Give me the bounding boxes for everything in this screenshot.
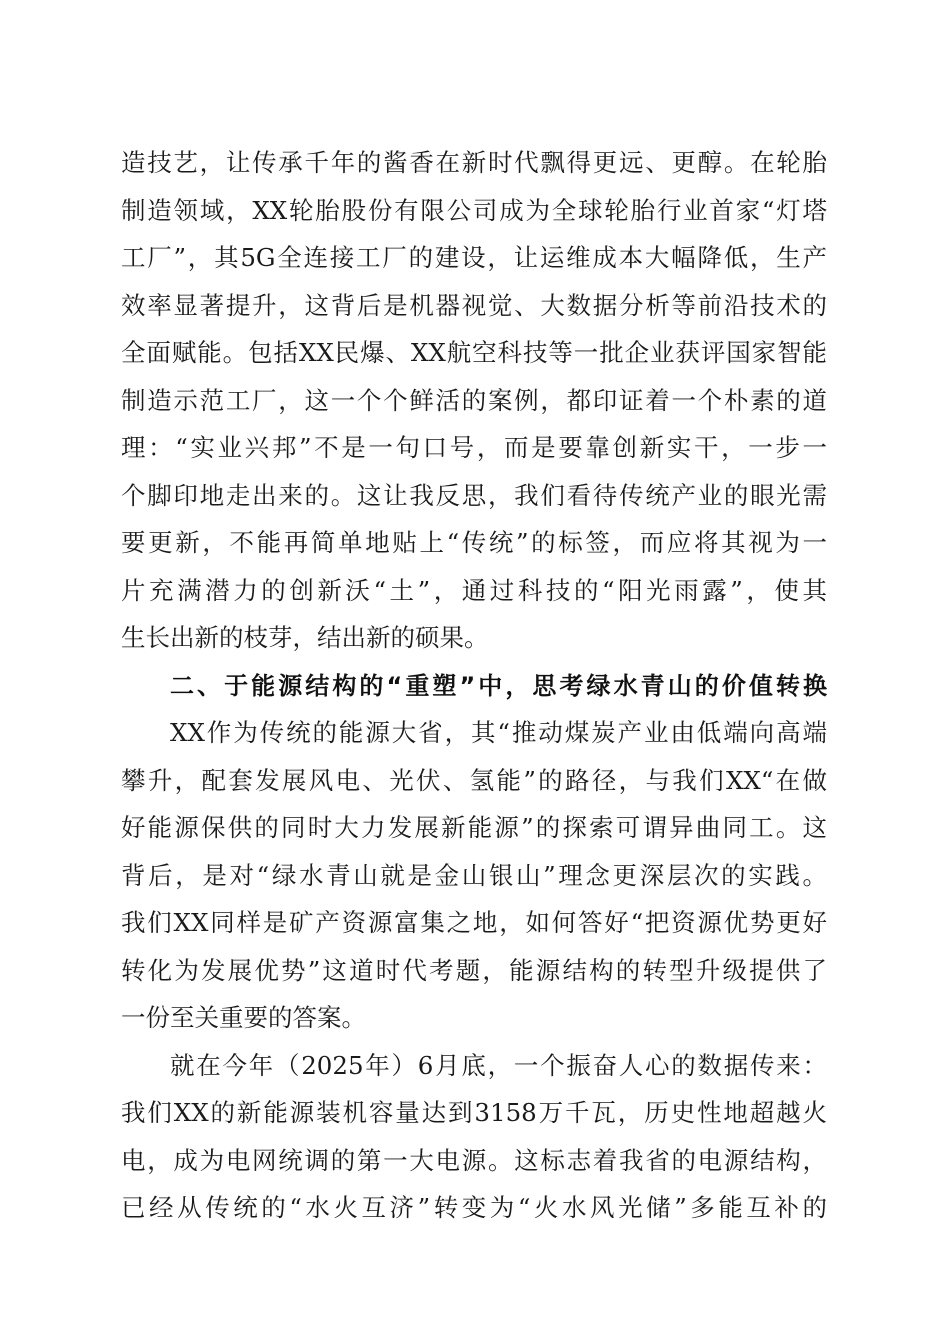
paragraph-3-line-1: 就在今年（2025年）6月底，一个振奋人心的数据传来： [170, 1051, 827, 1080]
paragraph-1-line-1: 造技艺，让传承千年的酱香在新时代飘得更远、更醇。在轮胎 [121, 148, 827, 177]
paragraph-1-line-11: 生长出新的枝芽，结出新的硕果。 [121, 623, 489, 652]
paragraph-1-line-4: 效率显著提升，这背后是机器视觉、大数据分析等前沿技术的 [121, 291, 827, 320]
section-heading: 二、于能源结构的“重塑”中，思考绿水青山的价值转换 [170, 672, 827, 700]
paragraph-1-line-2: 制造领域，XX轮胎股份有限公司成为全球轮胎行业首家“灯塔 [121, 196, 827, 225]
paragraph-2-line-2: 攀升，配套发展风电、光伏、氢能”的路径，与我们XX“在做 [121, 766, 827, 795]
paragraph-1-line-3: 工厂”，其5G全连接工厂的建设，让运维成本大幅降低，生产 [121, 243, 827, 272]
paragraph-2-line-7: 一份至关重要的答案。 [121, 1003, 366, 1032]
paragraph-1-line-8: 个脚印地走出来的。这让我反思，我们看待传统产业的眼光需 [121, 481, 827, 510]
paragraph-1-line-7: 理：“实业兴邦”不是一句口号，而是要靠创新实干，一步一 [121, 433, 827, 462]
paragraph-3-line-4: 已经从传统的“水火互济”转变为“火水风光储”多能互补的 [121, 1193, 827, 1222]
paragraph-2-line-5: 我们XX同样是矿产资源富集之地，如何答好“把资源优势更好 [121, 908, 827, 937]
paragraph-2-line-3: 好能源保供的同时大力发展新能源”的探索可谓异曲同工。这 [121, 813, 827, 842]
paragraph-2-line-6: 转化为发展优势”这道时代考题，能源结构的转型升级提供了 [121, 956, 827, 985]
paragraph-1-line-10: 片充满潜力的创新沃“土”，通过科技的“阳光雨露”，使其 [121, 576, 827, 605]
paragraph-2-line-4: 背后，是对“绿水青山就是金山银山”理念更深层次的实践。 [121, 861, 827, 890]
paragraph-1-line-6: 制造示范工厂，这一个个鲜活的案例，都印证着一个朴素的道 [121, 386, 827, 415]
paragraph-1-line-5: 全面赋能。包括XX民爆、XX航空科技等一批企业获评国家智能 [121, 338, 827, 367]
paragraph-3-line-2: 我们XX的新能源装机容量达到3158万千瓦，历史性地超越火 [121, 1098, 827, 1127]
paragraph-1-line-9: 要更新，不能再简单地贴上“传统”的标签，而应将其视为一 [121, 528, 827, 557]
paragraph-3-line-3: 电，成为电网统调的第一大电源。这标志着我省的电源结构， [121, 1146, 827, 1175]
paragraph-2-line-1: XX作为传统的能源大省，其“推动煤炭产业由低端向高端 [170, 718, 827, 747]
